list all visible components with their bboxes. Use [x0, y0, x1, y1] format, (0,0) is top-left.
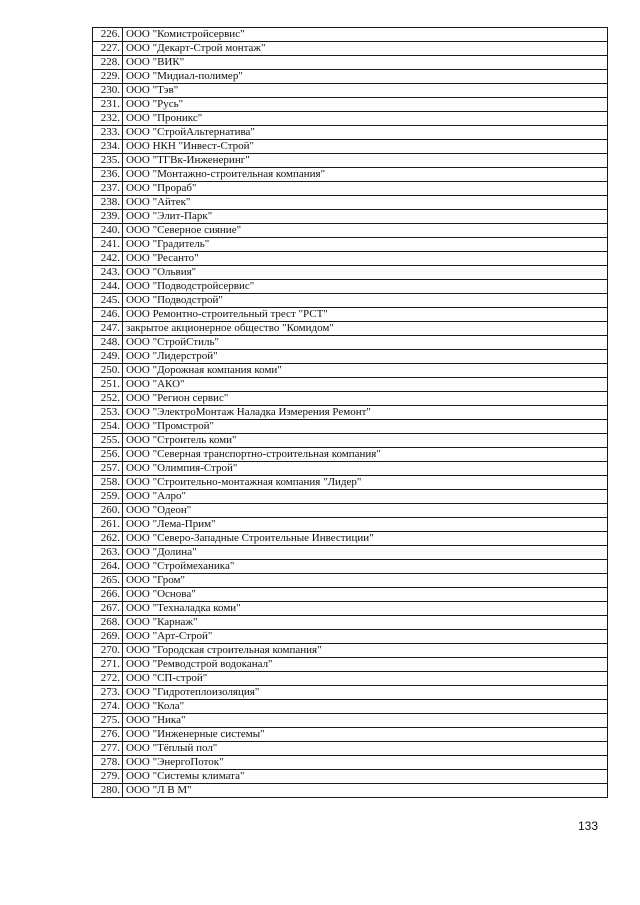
table-row	[93, 140, 608, 154]
row-number: 239.	[93, 210, 123, 224]
organization-name: ООО "Элит-Парк"	[123, 210, 608, 224]
row-number: 265.	[93, 574, 123, 588]
organization-name: ООО "Тёплый пол"	[123, 742, 608, 756]
organization-name: ООО "Карнаж"	[123, 616, 608, 630]
organization-name: ООО "Северо-Западные Строительные Инвестиции"	[123, 532, 608, 546]
table-row	[93, 756, 608, 770]
table-row	[93, 378, 608, 392]
row-number: 271.	[93, 658, 123, 672]
row-number: 227.	[93, 42, 123, 56]
row-number: 261.	[93, 518, 123, 532]
row-number: 262.	[93, 532, 123, 546]
row-number: 270.	[93, 644, 123, 658]
table-row	[93, 350, 608, 364]
table-row	[93, 294, 608, 308]
row-number: 268.	[93, 616, 123, 630]
organization-name: ООО "Кола"	[123, 700, 608, 714]
table-row	[93, 112, 608, 126]
row-number: 266.	[93, 588, 123, 602]
organization-name: ООО "Основа"	[123, 588, 608, 602]
row-number: 244.	[93, 280, 123, 294]
table-row	[93, 700, 608, 714]
row-number: 238.	[93, 196, 123, 210]
row-number: 276.	[93, 728, 123, 742]
table-row	[93, 602, 608, 616]
row-number: 249.	[93, 350, 123, 364]
organization-name: ООО "Айтек"	[123, 196, 608, 210]
table-row	[93, 658, 608, 672]
table-row	[93, 126, 608, 140]
row-number: 275.	[93, 714, 123, 728]
row-number: 277.	[93, 742, 123, 756]
organization-name: ООО "Мидиал-полимер"	[123, 70, 608, 84]
organization-name: ООО "Промстрой"	[123, 420, 608, 434]
table-row	[93, 392, 608, 406]
table-row	[93, 42, 608, 56]
organization-name: ООО "Городская строительная компания"	[123, 644, 608, 658]
row-number: 254.	[93, 420, 123, 434]
organization-name: ООО "Системы климата"	[123, 770, 608, 784]
organization-name: ООО "Монтажно-строительная компания"	[123, 168, 608, 182]
row-number: 240.	[93, 224, 123, 238]
row-number: 232.	[93, 112, 123, 126]
organization-name: закрытое акционерное общество "Комидом"	[123, 322, 608, 336]
organization-name: ООО "Регион сервис"	[123, 392, 608, 406]
row-number: 226.	[93, 28, 123, 42]
table-row	[93, 154, 608, 168]
page-number: 133	[578, 819, 599, 833]
table-row	[93, 308, 608, 322]
row-number: 267.	[93, 602, 123, 616]
row-number: 231.	[93, 98, 123, 112]
row-number: 247.	[93, 322, 123, 336]
row-number: 229.	[93, 70, 123, 84]
table-row	[93, 504, 608, 518]
organization-name: ООО "Комистройсервис"	[123, 28, 608, 42]
table-row	[93, 28, 608, 42]
table-row	[93, 322, 608, 336]
organization-name: ООО "Алро"	[123, 490, 608, 504]
table-row	[93, 70, 608, 84]
row-number: 230.	[93, 84, 123, 98]
row-number: 243.	[93, 266, 123, 280]
table-row	[93, 742, 608, 756]
organization-name: ООО "ТГВк-Инженеринг"	[123, 154, 608, 168]
organization-name: ООО НКН "Инвест-Строй"	[123, 140, 608, 154]
row-number: 273.	[93, 686, 123, 700]
table-row	[93, 532, 608, 546]
table-row	[93, 672, 608, 686]
row-number: 236.	[93, 168, 123, 182]
organization-name: ООО "Олимпия-Строй"	[123, 462, 608, 476]
organization-name: ООО "ВИК"	[123, 56, 608, 70]
table-row	[93, 518, 608, 532]
organization-name: ООО "Ольвия"	[123, 266, 608, 280]
table-row	[93, 364, 608, 378]
organization-name: ООО "СтройАльтернатива"	[123, 126, 608, 140]
organization-name: ООО "АКО"	[123, 378, 608, 392]
organization-name: ООО "Гром"	[123, 574, 608, 588]
organization-name: ООО "Одеон"	[123, 504, 608, 518]
table-row	[93, 476, 608, 490]
table-row	[93, 714, 608, 728]
table-row	[93, 588, 608, 602]
organization-name: ООО "Строитель коми"	[123, 434, 608, 448]
row-number: 248.	[93, 336, 123, 350]
organization-name: ООО Ремонтно-строительный трест "РСТ"	[123, 308, 608, 322]
table-row	[93, 546, 608, 560]
table-row	[93, 728, 608, 742]
organization-name: ООО "Ника"	[123, 714, 608, 728]
row-number: 256.	[93, 448, 123, 462]
organization-name: ООО "Подводстрой"	[123, 294, 608, 308]
organization-name: ООО "СП-строй"	[123, 672, 608, 686]
row-number: 278.	[93, 756, 123, 770]
organization-name: ООО "Ремводстрой водоканал"	[123, 658, 608, 672]
row-number: 241.	[93, 238, 123, 252]
organization-name: ООО "Ресанто"	[123, 252, 608, 266]
organization-name: ООО "Долина"	[123, 546, 608, 560]
table-row	[93, 420, 608, 434]
table-row	[93, 448, 608, 462]
table-row	[93, 224, 608, 238]
row-number: 279.	[93, 770, 123, 784]
table-row	[93, 616, 608, 630]
table-row	[93, 168, 608, 182]
organization-name: ООО "Строймеханика"	[123, 560, 608, 574]
row-number: 258.	[93, 476, 123, 490]
table-row	[93, 686, 608, 700]
table-row	[93, 630, 608, 644]
row-number: 246.	[93, 308, 123, 322]
organization-name: ООО "Гидротеплоизоляция"	[123, 686, 608, 700]
row-number: 260.	[93, 504, 123, 518]
organization-name: ООО "Арт-Строй"	[123, 630, 608, 644]
organization-name: ООО "Прораб"	[123, 182, 608, 196]
table-row	[93, 252, 608, 266]
table-row	[93, 336, 608, 350]
row-number: 280.	[93, 784, 123, 798]
organization-name: ООО "Проникс"	[123, 112, 608, 126]
organization-name: ООО "ЭлектроМонтаж Наладка Измерения Ремонт"	[123, 406, 608, 420]
row-number: 263.	[93, 546, 123, 560]
table-row	[93, 84, 608, 98]
organization-name: ООО "Северная транспортно-строительная компания"	[123, 448, 608, 462]
table-row	[93, 98, 608, 112]
row-number: 233.	[93, 126, 123, 140]
organization-name: ООО "Техналадка коми"	[123, 602, 608, 616]
organization-name: ООО "СтройСтиль"	[123, 336, 608, 350]
row-number: 228.	[93, 56, 123, 70]
table-row	[93, 644, 608, 658]
row-number: 252.	[93, 392, 123, 406]
table-row	[93, 56, 608, 70]
row-number: 274.	[93, 700, 123, 714]
organization-name: ООО "Северное сияние"	[123, 224, 608, 238]
organization-name: ООО "Тэв"	[123, 84, 608, 98]
organization-name: ООО "Инженерные системы"	[123, 728, 608, 742]
row-number: 259.	[93, 490, 123, 504]
table-row	[93, 490, 608, 504]
table-row	[93, 462, 608, 476]
organization-name: ООО "Л В М"	[123, 784, 608, 798]
table-row	[93, 182, 608, 196]
row-number: 269.	[93, 630, 123, 644]
organizations-table	[92, 27, 608, 798]
table-row	[93, 770, 608, 784]
table-row	[93, 266, 608, 280]
table-row	[93, 238, 608, 252]
organization-name: ООО "Градитель"	[123, 238, 608, 252]
table-row	[93, 280, 608, 294]
organization-name: ООО "Русь"	[123, 98, 608, 112]
table-row	[93, 560, 608, 574]
row-number: 235.	[93, 154, 123, 168]
row-number: 264.	[93, 560, 123, 574]
table-row	[93, 210, 608, 224]
table-row	[93, 574, 608, 588]
organizations-table-body	[93, 28, 608, 798]
organization-name: ООО "Лидерстрой"	[123, 350, 608, 364]
row-number: 245.	[93, 294, 123, 308]
row-number: 255.	[93, 434, 123, 448]
organization-name: ООО "Лема-Прим"	[123, 518, 608, 532]
row-number: 234.	[93, 140, 123, 154]
row-number: 242.	[93, 252, 123, 266]
row-number: 251.	[93, 378, 123, 392]
organization-name: ООО "Строительно-монтажная компания "Лидер"	[123, 476, 608, 490]
row-number: 272.	[93, 672, 123, 686]
row-number: 253.	[93, 406, 123, 420]
row-number: 257.	[93, 462, 123, 476]
table-row	[93, 196, 608, 210]
organization-name: ООО "Подводстройсервис"	[123, 280, 608, 294]
organization-name: ООО "ЭнергоПоток"	[123, 756, 608, 770]
table-row	[93, 434, 608, 448]
row-number: 250.	[93, 364, 123, 378]
organization-name: ООО "Дорожная компания коми"	[123, 364, 608, 378]
table-row	[93, 784, 608, 798]
row-number: 237.	[93, 182, 123, 196]
table-row	[93, 406, 608, 420]
organization-name: ООО "Декарт-Строй монтаж"	[123, 42, 608, 56]
